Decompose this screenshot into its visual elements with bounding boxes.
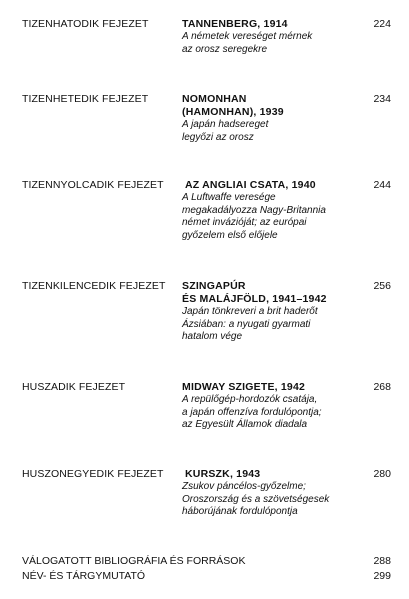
chapter-subtitle-line: A Luftwaffe veresége bbox=[182, 192, 276, 203]
page-number: 280 bbox=[373, 468, 391, 480]
chapter-subtitle-line: háborújának fordulópontja bbox=[182, 506, 298, 517]
chapter-block bbox=[182, 381, 367, 432]
chapter-title bbox=[182, 93, 367, 119]
chapter-block bbox=[182, 468, 370, 519]
chapter-label: TIZENHETEDIK FEJEZET bbox=[22, 93, 149, 105]
chapter-block bbox=[182, 93, 367, 144]
toc-entry bbox=[22, 468, 391, 548]
back-matter-item bbox=[22, 555, 391, 569]
chapter-subtitle-line: A repülőgép-hordozók csatája, bbox=[182, 394, 318, 405]
chapter-subtitle bbox=[182, 394, 367, 432]
back-matter-label: VÁLOGATOTT BIBLIOGRÁFIA ÉS FORRÁSOK bbox=[22, 555, 246, 567]
chapter-subtitle bbox=[182, 192, 370, 242]
chapter-subtitle bbox=[182, 119, 367, 144]
chapter-label: HUSZONEGYEDIK FEJEZET bbox=[22, 468, 164, 480]
toc-entry bbox=[22, 93, 391, 173]
chapter-label: TIZENNYOLCADIK FEJEZET bbox=[22, 179, 164, 191]
toc-entry bbox=[22, 179, 391, 259]
toc-entry bbox=[22, 18, 391, 98]
chapter-title-line: AZ ANGLIAI CSATA, 1940 bbox=[185, 179, 316, 191]
chapter-title-line: (HAMONHAN), 1939 bbox=[182, 106, 284, 118]
chapter-subtitle-line: az orosz seregekre bbox=[182, 43, 268, 55]
chapter-subtitle-line: Zsukov páncélos-győzelme; bbox=[182, 481, 306, 492]
chapter-title bbox=[182, 18, 367, 31]
chapter-subtitle-line: német invázióját; az európai bbox=[182, 217, 307, 228]
chapter-title-line: KURSZK, 1943 bbox=[185, 468, 261, 480]
chapter-subtitle-line: Oroszország és a szövetségesek bbox=[182, 493, 330, 505]
page-number: 299 bbox=[373, 570, 391, 582]
chapter-subtitle bbox=[182, 481, 370, 519]
chapter-subtitle-line: legyőzi az orosz bbox=[182, 131, 254, 143]
chapter-label: TIZENKILENCEDIK FEJEZET bbox=[22, 280, 166, 292]
chapter-title bbox=[185, 468, 370, 481]
chapter-title-line: ÉS MALÁJFÖLD, 1941–1942 bbox=[182, 293, 327, 305]
chapter-block bbox=[182, 18, 367, 56]
chapter-title-line: SZINGAPÚR bbox=[182, 280, 246, 292]
chapter-subtitle-line: a japán offenzíva fordulópontja; bbox=[182, 406, 322, 418]
chapter-title bbox=[185, 179, 370, 192]
page-number: 234 bbox=[373, 93, 391, 105]
chapter-subtitle-line: megakadályozza Nagy-Britannia bbox=[182, 204, 326, 216]
chapter-title-line: TANNENBERG, 1914 bbox=[182, 18, 288, 30]
chapter-subtitle-line: A japán hadsereget bbox=[182, 119, 269, 130]
chapter-title bbox=[182, 280, 367, 306]
chapter-subtitle-line: az Egyesült Államok diadala bbox=[182, 419, 308, 430]
page-number: 288 bbox=[373, 555, 391, 567]
chapter-subtitle-line: Ázsiában: a nyugati gyarmati bbox=[182, 318, 311, 330]
back-matter-item bbox=[22, 570, 391, 584]
chapter-subtitle bbox=[182, 31, 367, 56]
page-number: 256 bbox=[373, 280, 391, 292]
chapter-block bbox=[182, 179, 370, 242]
toc-entry bbox=[22, 381, 391, 461]
chapter-subtitle-line: győzelem első előjele bbox=[182, 229, 278, 241]
chapter-subtitle-line: Japán tönkreveri a brit haderőt bbox=[182, 306, 318, 317]
chapter-subtitle-line: A németek vereséget mérnek bbox=[182, 31, 313, 42]
page-number: 244 bbox=[373, 179, 391, 191]
chapter-label: TIZENHATODIK FEJEZET bbox=[22, 18, 149, 30]
chapter-subtitle-line: hatalom vége bbox=[182, 331, 243, 342]
page-number: 224 bbox=[373, 18, 391, 30]
chapter-title-line: MIDWAY SZIGETE, 1942 bbox=[182, 381, 306, 393]
page-number: 268 bbox=[373, 381, 391, 393]
toc-entry bbox=[22, 280, 391, 360]
chapter-title bbox=[182, 381, 367, 394]
chapter-label: HUSZADIK FEJEZET bbox=[22, 381, 126, 393]
chapter-title-line: NOMONHAN bbox=[182, 93, 247, 105]
chapter-block bbox=[182, 280, 367, 344]
back-matter-label: NÉV- ÉS TÁRGYMUTATÓ bbox=[22, 570, 146, 582]
chapter-subtitle bbox=[182, 306, 367, 344]
